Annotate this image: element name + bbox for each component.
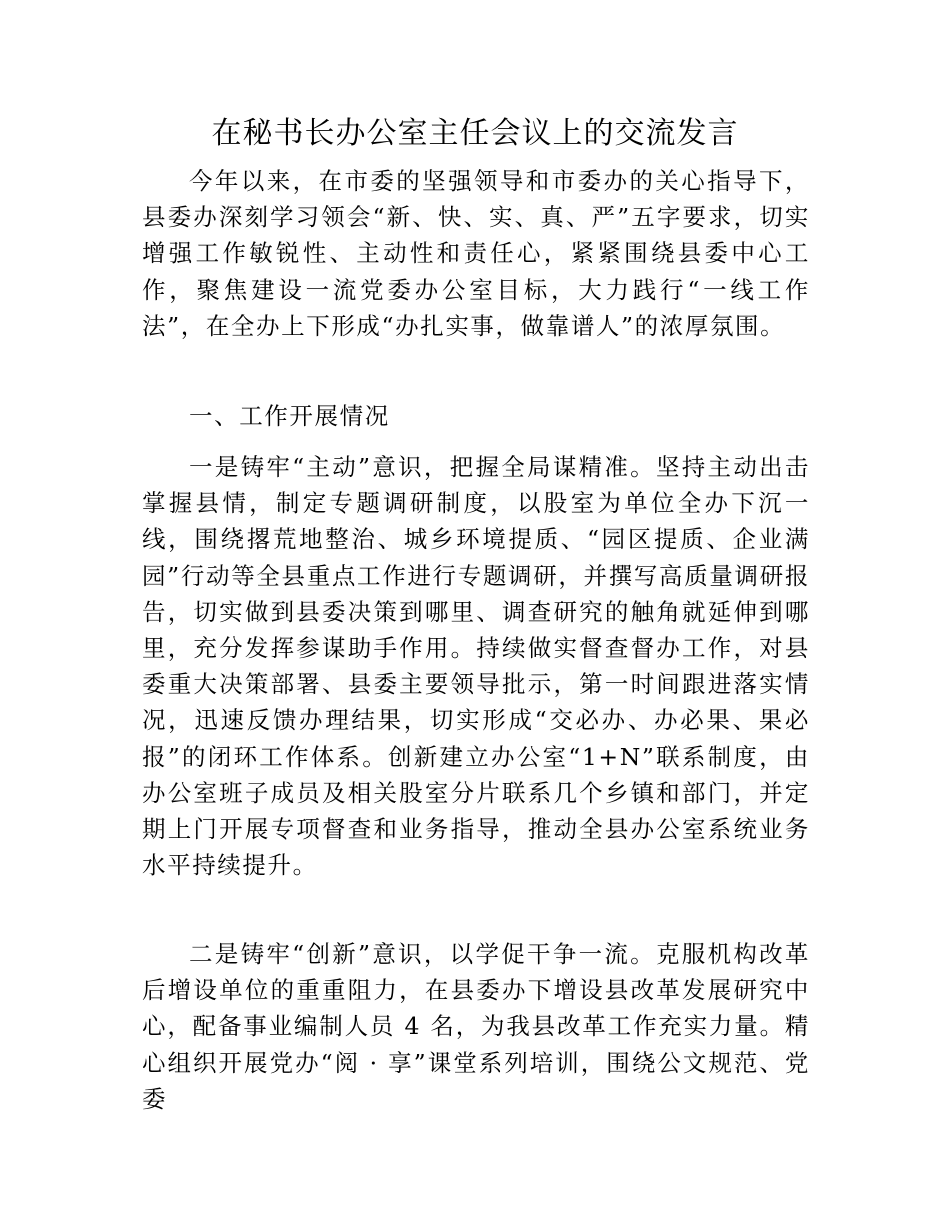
point-one-paragraph: 一是铸牢“主动”意识，把握全局谋精准。坚持主动出击掌握县情，制定专题调研制度，以股室为单位全办下沉一线，围绕撂荒地整治、城乡环境提质、“园区提质、企业满园”行动等全县重点工作进行专题调研，并撰写高质量调研报告，切实做到县委决策到哪里、调查研究的触角就延伸到哪里，充分发挥参谋助手作用。持续做实督查督办工作，对县委重大决策部署、县委主要领导批示，第一时间跟进落实情况，迅速反馈办理结果，切实形成“交必办、办必果、果必报”的闭环工作体系。创新建立办公室“1+N”联系制度，由办公室班子成员及相关股室分片联系几个乡镇和部门，并定期上门开展专项督查和业务指导，推动全县办公室系统业务水平持续提升。 xyxy=(142,453,810,880)
document-title: 在秘书长办公室主任会议上的交流发言 xyxy=(211,116,739,151)
intro-paragraph: 今年以来，在市委的坚强领导和市委办的关心指导下，县委办深刻学习领会“新、快、实、真、严”五字要求，切实增强工作敏锐性、主动性和责任心，紧紧围绕县委中心工作，聚焦建设一流党委办公室目标，大力践行“一线工作法”，在全办上下形成“办扎实事，做靠谱人”的浓厚氛围。 xyxy=(142,167,810,340)
section-heading: 一、工作开展情况 xyxy=(189,402,390,430)
point-two-paragraph: 二是铸牢“创新”意识，以学促干争一流。克服机构改革后增设单位的重重阻力，在县委办下增设县改革发展研究中心，配备事业编制人员 4 名，为我县改革工作充实力量。精心组织开展党办“阅 · 享”课堂系列培训，围绕公文规范、党委 xyxy=(142,940,810,1113)
